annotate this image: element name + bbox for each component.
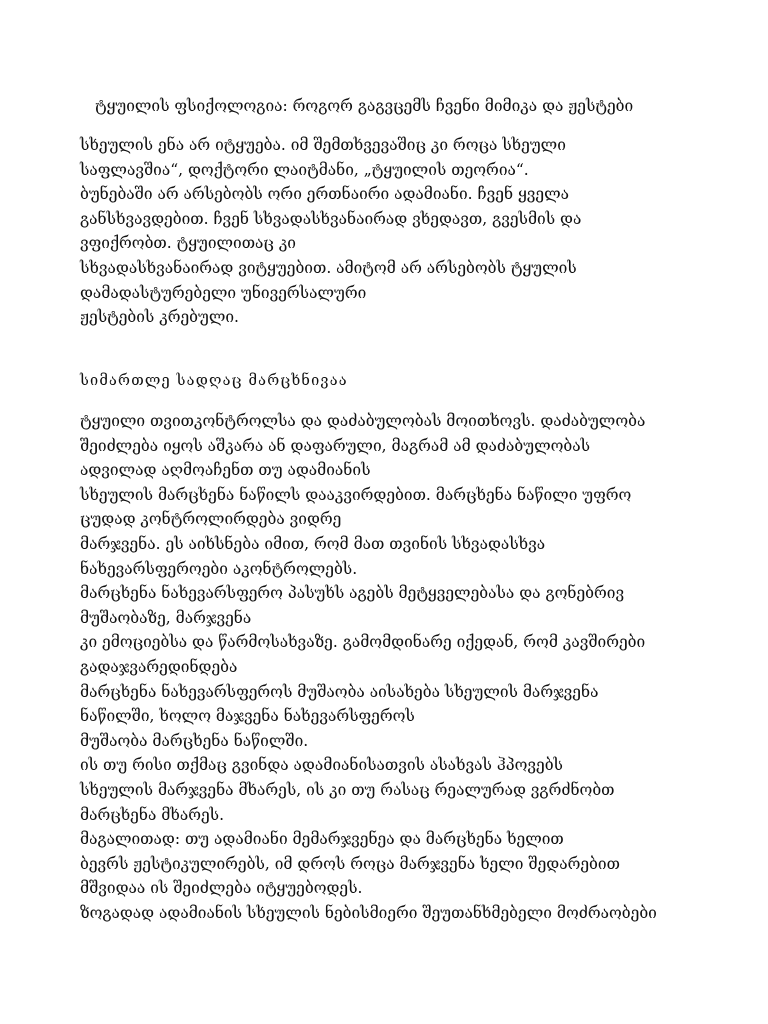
text-line: ნაწილში, ხოლო მაჯვენა ნახევარსფეროს bbox=[80, 707, 415, 726]
text-line: ვფიქრობთ. ტყუილითაც კი bbox=[80, 234, 296, 253]
text-line: მუშაობა მარცხენა ნაწილში. bbox=[80, 731, 309, 750]
text-line: მარცხენა ნახევარსფერო პასუხს აგებს მეტყველებასა და გონებრივ bbox=[80, 584, 625, 603]
text-line: გადაჯვარედინდება bbox=[80, 657, 238, 676]
intro-paragraph bbox=[80, 133, 740, 330]
text-line: ჟესტების კრებული. bbox=[80, 308, 239, 327]
text-line: მარცხენა ნახევარსფეროს მუშაობა აისახება სხეულის მარჯვენა bbox=[80, 682, 599, 701]
text-line: სხეულის მარჯვენა მხარეს, ის კი თუ რასაც რეალურად ვგრძნობთ bbox=[80, 780, 615, 799]
text-line: მაგალითად: თუ ადამიანი მემარჯვენეა და მარცხენა ხელით bbox=[80, 830, 564, 849]
text-line: ცუდად კონტროლირდება ვიდრე bbox=[80, 510, 342, 529]
text-line: ტყუილი თვითკონტროლსა და დაძაბულობას მოითხოვს. დაძაბულობა bbox=[80, 412, 646, 430]
text-line: სხეულის ენა არ იტყუება. იმ შემთხვევაშიც კი როცა სხეული bbox=[80, 136, 566, 154]
text-line: სხვადასხვანაირად ვიტყუებით. ამიტომ არ არსებობს ტყულის bbox=[80, 258, 577, 277]
text-line: ადვილად აღმოაჩენთ თუ ადამიანის bbox=[80, 461, 371, 480]
text-line: განსხვავდებით. ჩვენ სხვადასხვანაირად ვხედავთ, გვესმის და bbox=[80, 209, 582, 228]
text-line: სხეულის მარცხენა ნაწილს დააკვირდებით. მარცხენა ნაწილი უფრო bbox=[80, 485, 632, 504]
text-line: ბუნებაში არ არსებობს ორი ერთნაირი ადამიანი. ჩვენ ყველა bbox=[80, 185, 569, 204]
section-heading: სიმართლე სადღაც მარცხნივაა bbox=[80, 373, 348, 389]
text-line: ბევრს ჟესტიკულირებს, იმ დროს როცა მარჯვენა ხელი შედარებით bbox=[80, 854, 620, 873]
text-line: დამადასტურებელი უნივერსალური bbox=[80, 283, 367, 302]
text-line: საფლავშია“, დოქტორი ლაიტმანი, „ტყუილის თეორია“. bbox=[80, 160, 529, 179]
text-line: მარცხენა მხარეს. bbox=[80, 805, 225, 824]
text-line: კი ემოციებსა და წარმოსახვაზე. გამომდინარე იქედან, რომ კავშირები bbox=[80, 633, 646, 652]
text-line: ის თუ რისი თქმაც გვინდა ადამიანისათვის ასახვას ჰპოვებს bbox=[80, 756, 563, 775]
document-title: ტყუილის ფსიქოლოგია: როგორ გაგვცემს ჩვენი მიმიკა და ჟესტები bbox=[95, 97, 634, 115]
text-line: მარჯვენა. ეს აიხსნება იმით, რომ მათ თვინის სხვადასხვა bbox=[80, 534, 546, 553]
body-paragraph bbox=[80, 409, 740, 925]
text-line: მშვიდაა ის შეიძლება იტყუებოდეს. bbox=[80, 879, 363, 898]
text-line: ზოგადად ადამიანის სხეულის ნებისმიერი შეუთანხმებელი მოძრაობები bbox=[80, 903, 657, 922]
text-line: შეიძლება იყოს აშკარა ან დაფარული, მაგრამ ამ დაძაბულობას bbox=[80, 436, 591, 455]
text-line: ნახევარსფეროები აკონტროლებს. bbox=[80, 559, 358, 578]
text-line: მუშაობაზე, მარჯვენა bbox=[80, 608, 252, 627]
